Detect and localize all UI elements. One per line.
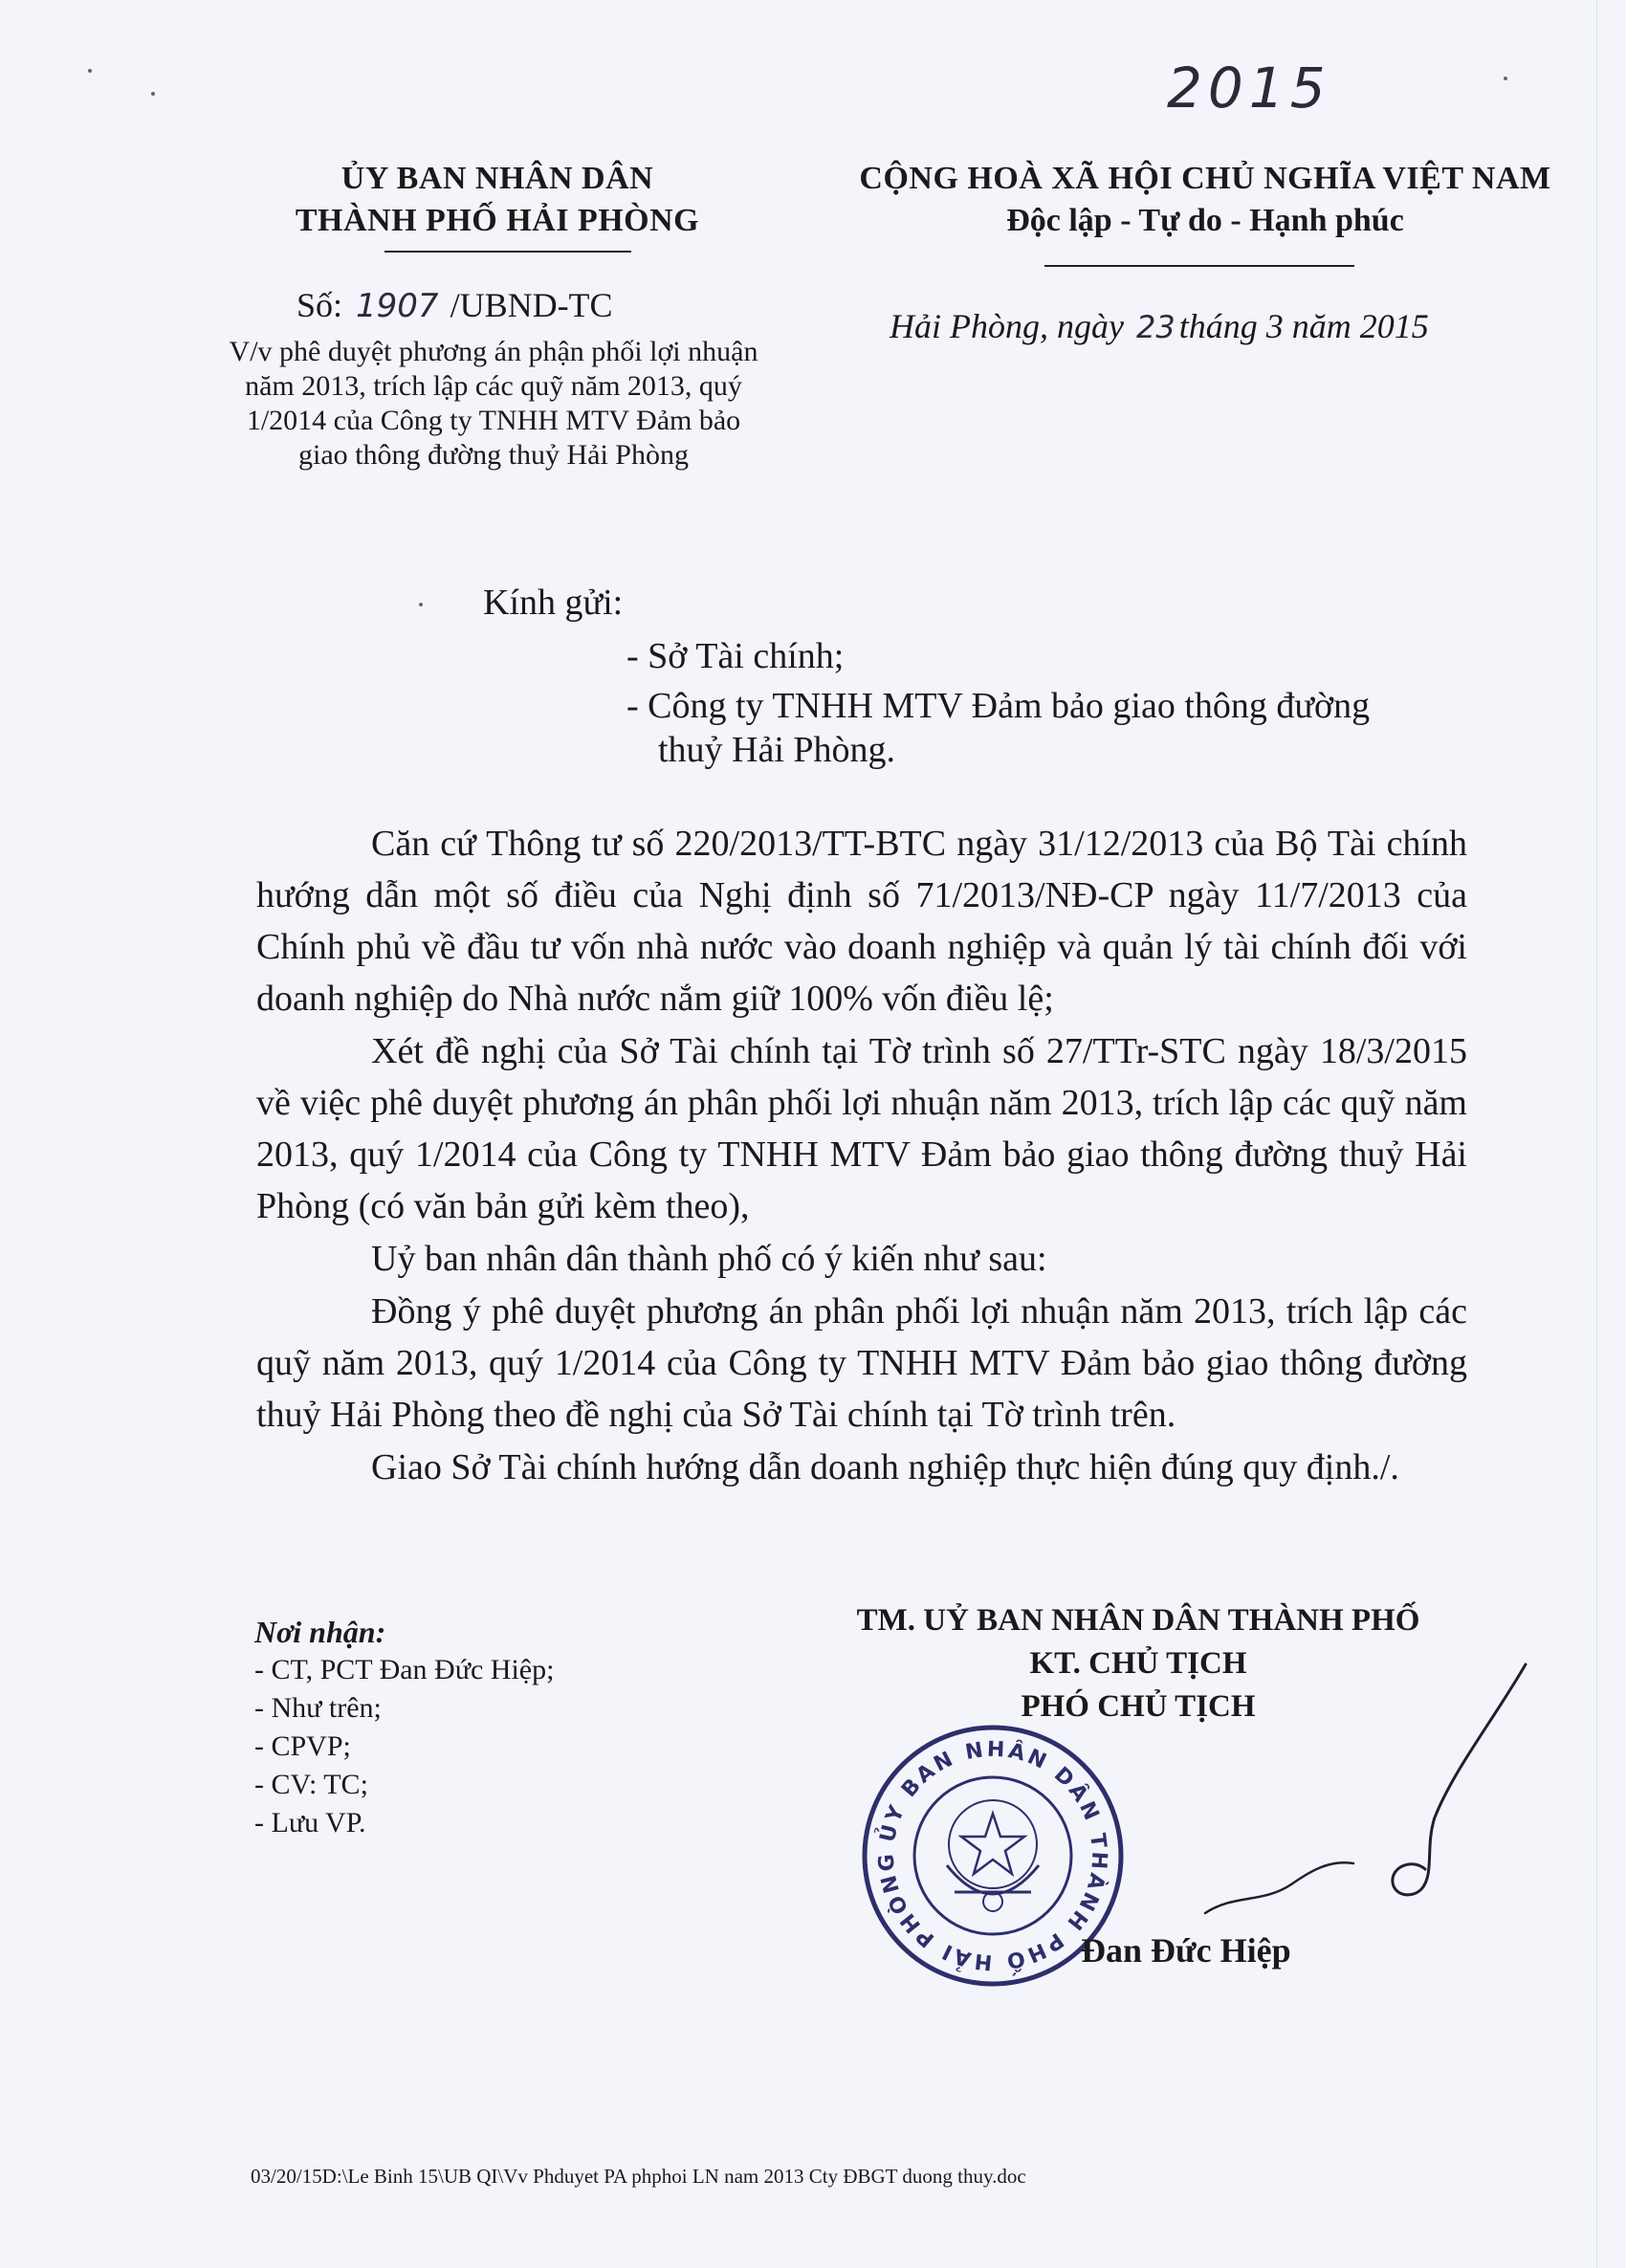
seal-text: ỦY BAN NHÂN DÂN THÀNH PHỐ HẢI PHÒNG <box>874 1737 1111 1974</box>
issue-date <box>890 306 1502 346</box>
svg-text:ỦY BAN NHÂN DÂN THÀNH PHỐ HẢI <box>873 1738 1111 1977</box>
national-motto: Độc lập - Tự do - Hạnh phúc <box>1006 203 1404 238</box>
signer-name: Đan Đức Hiệp <box>1081 1931 1291 1970</box>
distribution-heading: Nơi nhận: <box>254 1615 386 1649</box>
date-suffix: tháng 3 năm 2015 <box>1178 307 1429 345</box>
national-title: CỘNG HOÀ XÃ HỘI CHỦ NGHĨA VIỆT NAM <box>859 161 1551 196</box>
distribution-item: - CV: TC; <box>254 1769 368 1800</box>
doc-number-handwritten: 1907 <box>356 287 439 325</box>
recipient-item: - Công ty TNHH MTV Đảm bảo giao thông đường <box>626 686 1371 726</box>
scan-speck <box>1504 77 1507 80</box>
scan-speck <box>88 69 92 73</box>
distribution-list <box>254 1613 554 1842</box>
distribution-item: - Lưu VP. <box>254 1807 366 1839</box>
recipient-item-continued: thuỷ Hải Phòng. <box>658 730 896 770</box>
body-paragraph: Đồng ý phê duyệt phương án phân phối lợi nhuận năm 2013, trích lập các quỹ năm 2013, quý 1/2014 của Công ty TNHH MTV Đảm bảo giao thông đường thuỷ Hải Phòng theo đề nghị của Sở Tài chính tại Tờ trình trên. <box>256 1291 1467 1435</box>
doc-number-prefix: Số: <box>297 286 343 324</box>
signature-line1: TM. UỶ BAN NHÂN DÂN THÀNH PHỐ <box>856 1603 1420 1638</box>
distribution-item: - CPVP; <box>254 1730 351 1762</box>
scan-speck <box>419 603 423 606</box>
issuing-authority-line1: ỦY BAN NHÂN DÂN <box>341 161 654 196</box>
authority-underline <box>385 251 631 253</box>
body-paragraph: Căn cứ Thông tư số 220/2013/TT-BTC ngày 31/12/2013 của Bộ Tài chính hướng dẫn một số điều của Nghị định số 71/2013/NĐ-CP ngày 11/7/2013 của Chính phủ về đầu tư vốn nhà nước vào doanh nghiệp và quản lý tài chính đối với doanh nghiệp do Nhà nước nắm giữ 100% vốn điều lệ; <box>256 824 1467 1019</box>
footer-file-path: 03/20/15D:\Le Binh 15\UB QI\Vv Phduyet PA phphoi LN nam 2013 Cty ĐBGT duong thuy.doc <box>251 2165 1026 2188</box>
document-number <box>297 285 613 325</box>
doc-number-suffix: /UBND-TC <box>450 286 613 324</box>
recipient-item: - Sở Tài chính; <box>626 636 845 676</box>
scan-speck <box>151 92 155 96</box>
date-day-handwritten: 23 <box>1135 309 1176 345</box>
issuing-authority-line2: THÀNH PHỐ HẢI PHÒNG <box>295 203 700 238</box>
date-prefix: Hải Phòng, ngày <box>890 307 1124 345</box>
motto-underline <box>1044 265 1354 267</box>
handwritten-signature-icon <box>1148 1655 1549 1942</box>
document-body <box>256 818 1467 1494</box>
distribution-item: - CT, PCT Đan Đức Hiệp; <box>254 1654 555 1685</box>
body-paragraph: Uỷ ban nhân dân thành phố có ý kiến như sau: <box>371 1239 1047 1279</box>
body-paragraph: Giao Sở Tài chính hướng dẫn doanh nghiệp thực hiện đúng quy định./. <box>371 1447 1399 1487</box>
signature-line3: PHÓ CHỦ TỊCH <box>1021 1689 1256 1724</box>
handwritten-year-annotation: 2015 <box>1167 55 1331 121</box>
body-paragraph: Xét đề nghị của Sở Tài chính tại Tờ trình số 27/TTr-STC ngày 18/3/2015 về việc phê duyệt phương án phân phối lợi nhuận năm 2013, trích lập các quỹ năm 2013, quý 1/2014 của Công ty TNHH MTV Đảm bảo giao thông đường thuỷ Hải Phòng (có văn bản gửi kèm theo), <box>256 1031 1467 1226</box>
salutation: Kính gửi: <box>483 583 624 623</box>
distribution-item: - Như trên; <box>254 1692 382 1724</box>
signature-line2: KT. CHỦ TỊCH <box>1029 1646 1247 1681</box>
document-subject: V/v phê duyệt phương án phận phối lợi nhuận năm 2013, trích lập các quỹ năm 2013, quý 1/2014 của Công ty TNHH MTV Đảm bảo giao thông đường thuỷ Hải Phòng <box>229 336 758 471</box>
